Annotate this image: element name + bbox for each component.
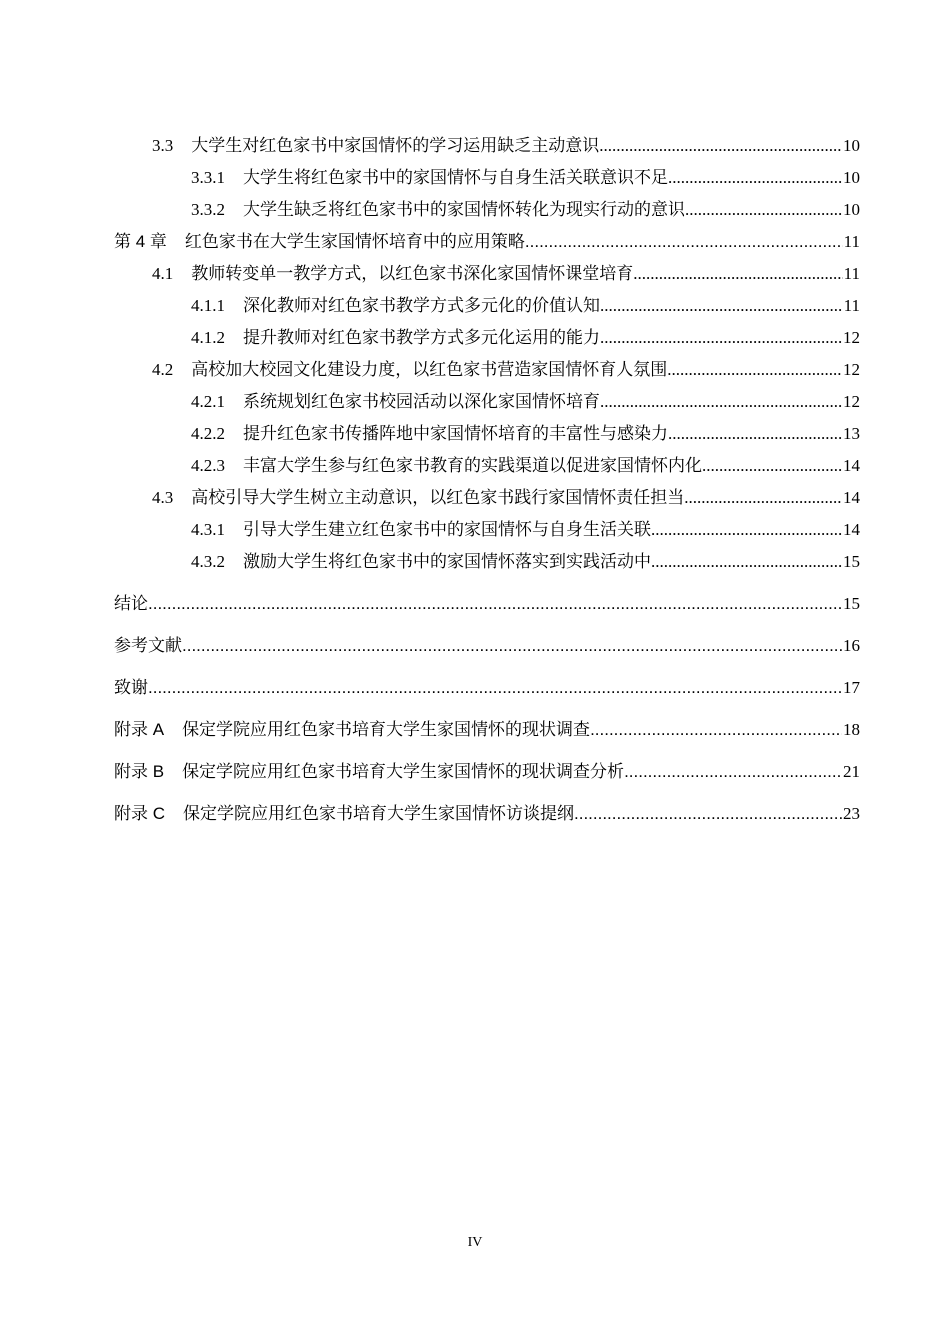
toc-entry[interactable] xyxy=(114,546,860,578)
toc-entry-page: 15 xyxy=(843,552,860,571)
toc-entry-page: 10 xyxy=(843,168,860,187)
toc-entry-title: 大学生缺乏将红色家书中的家国情怀转化为现实行动的意识 xyxy=(243,200,685,219)
toc-entry-page: 15 xyxy=(843,594,860,613)
toc-entry-number: 4.3 xyxy=(152,488,174,507)
toc-entry[interactable] xyxy=(114,290,860,322)
toc-entry-number: 4.2.3 xyxy=(191,456,225,475)
toc-entry-title: 引导大学生建立红色家书中的家国情怀与自身生活关联 xyxy=(243,520,651,539)
toc-entry[interactable] xyxy=(114,322,860,354)
toc-entry[interactable] xyxy=(114,130,860,162)
toc-entry[interactable] xyxy=(114,514,860,546)
toc-entry-page: 14 xyxy=(843,488,860,507)
toc-dot-leader xyxy=(651,546,842,578)
toc-dot-leader xyxy=(148,672,842,704)
toc-entry-page: 17 xyxy=(843,678,860,697)
toc-entry[interactable] xyxy=(114,714,860,746)
toc-entry[interactable] xyxy=(114,756,860,788)
toc-dot-leader xyxy=(633,258,842,290)
toc-dot-leader xyxy=(599,130,842,162)
toc-entry-title: 保定学院应用红色家书培育大学生家国情怀的现状调查 xyxy=(182,720,591,739)
toc-entry-page: 18 xyxy=(843,720,860,739)
toc-entry[interactable] xyxy=(114,418,860,450)
toc-entry-number: 4.1.2 xyxy=(191,328,225,347)
toc-entry-number: 3.3 xyxy=(152,136,174,155)
toc-entry-number: 4.1 xyxy=(152,264,174,283)
toc-entry-title: 红色家书在大学生家国情怀培育中的应用策略 xyxy=(184,232,525,251)
toc-entry[interactable] xyxy=(114,798,860,830)
toc-entry-page: 16 xyxy=(843,636,860,655)
toc-entry-page: 11 xyxy=(843,264,860,283)
toc-entry[interactable] xyxy=(114,226,860,258)
toc-entry-page: 10 xyxy=(843,200,860,219)
toc-entry[interactable] xyxy=(114,162,860,194)
toc-entry-title: 保定学院应用红色家书培育大学生家国情怀访谈提纲 xyxy=(183,804,574,823)
toc-entry-page: 12 xyxy=(843,360,860,379)
toc-entry-title: 系统规划红色家书校园活动以深化家国情怀培育 xyxy=(243,392,600,411)
toc-entry-page: 11 xyxy=(843,232,860,251)
toc-dot-leader xyxy=(685,194,842,226)
toc-entry-number: 第 4 章 xyxy=(114,232,167,251)
toc-entry-page: 12 xyxy=(843,392,860,411)
toc-entry-page: 14 xyxy=(843,456,860,475)
toc-entry-page: 12 xyxy=(843,328,860,347)
toc-entry-page: 13 xyxy=(843,424,860,443)
toc-entry-title: 高校引导大学生树立主动意识，以红色家书践行家国情怀责任担当 xyxy=(191,488,685,507)
toc-entry-number: 4.2.1 xyxy=(191,392,225,411)
toc-entry-number: 4.2 xyxy=(152,360,174,379)
toc-entry-number: 4.3.1 xyxy=(191,520,225,539)
toc-dot-leader xyxy=(600,386,842,418)
toc-entry-title: 大学生将红色家书中的家国情怀与自身生活关联意识不足 xyxy=(243,168,668,187)
toc-dot-leader xyxy=(182,630,842,662)
toc-dot-leader xyxy=(668,162,842,194)
toc-entry-page: 14 xyxy=(843,520,860,539)
toc-dot-leader xyxy=(684,482,842,514)
toc-entry-number: 附录 C xyxy=(114,804,165,823)
page-number-footer: IV xyxy=(467,1235,483,1250)
toc-dot-leader xyxy=(624,756,842,788)
toc-entry-title: 激励大学生将红色家书中的家国情怀落实到实践活动中 xyxy=(243,552,651,571)
toc-entry-title: 提升红色家书传播阵地中家国情怀培育的丰富性与感染力 xyxy=(243,424,668,443)
toc-entry[interactable] xyxy=(114,258,860,290)
toc-entry-title: 大学生对红色家书中家国情怀的学习运用缺乏主动意识 xyxy=(191,136,600,155)
toc-entry-number: 3.3.2 xyxy=(191,200,225,219)
toc-dot-leader xyxy=(668,418,842,450)
toc-entry-page: 10 xyxy=(843,136,860,155)
toc-dot-leader xyxy=(667,354,842,386)
toc-entry-number: 4.3.2 xyxy=(191,552,225,571)
toc-dot-leader xyxy=(590,714,842,746)
toc-dot-leader xyxy=(574,798,842,830)
toc-entry-title: 提升教师对红色家书教学方式多元化运用的能力 xyxy=(243,328,600,347)
toc-entry[interactable] xyxy=(114,630,860,662)
toc-entry[interactable] xyxy=(114,482,860,514)
toc-entry-number: 附录 B xyxy=(114,762,165,781)
toc-entry[interactable] xyxy=(114,672,860,704)
toc-dot-leader xyxy=(651,514,842,546)
toc-entry-title: 参考文献 xyxy=(114,636,182,655)
toc-dot-leader xyxy=(525,226,843,258)
toc-entry-number: 4.1.1 xyxy=(191,296,225,315)
toc-dot-leader xyxy=(600,322,842,354)
toc-dot-leader xyxy=(148,588,842,620)
toc-entry[interactable] xyxy=(114,588,860,620)
toc-entry-title: 结论 xyxy=(114,594,148,613)
toc-entry[interactable] xyxy=(114,194,860,226)
toc-entry-title: 致谢 xyxy=(114,678,148,697)
toc-entry-page: 23 xyxy=(843,804,860,823)
toc-entry[interactable] xyxy=(114,354,860,386)
toc-entry-number: 4.2.2 xyxy=(191,424,225,443)
toc-entry-page: 21 xyxy=(843,762,860,781)
toc-entry-title: 丰富大学生参与红色家书教育的实践渠道以促进家国情怀内化 xyxy=(243,456,702,475)
toc-dot-leader xyxy=(600,290,843,322)
table-of-contents xyxy=(114,130,860,830)
toc-entry-title: 高校加大校园文化建设力度，以红色家书营造家国情怀育人氛围 xyxy=(191,360,668,379)
toc-entry-number: 附录 A xyxy=(114,720,165,739)
toc-entry[interactable] xyxy=(114,450,860,482)
toc-dot-leader xyxy=(702,450,842,482)
toc-entry-title: 教师转变单一教学方式，以红色家书深化家国情怀课堂培育 xyxy=(191,264,634,283)
toc-entry[interactable] xyxy=(114,386,860,418)
toc-entry-page: 11 xyxy=(843,296,860,315)
toc-entry-number: 3.3.1 xyxy=(191,168,225,187)
toc-entry-title: 保定学院应用红色家书培育大学生家国情怀的现状调查分析 xyxy=(182,762,625,781)
toc-entry-title: 深化教师对红色家书教学方式多元化的价值认知 xyxy=(243,296,600,315)
